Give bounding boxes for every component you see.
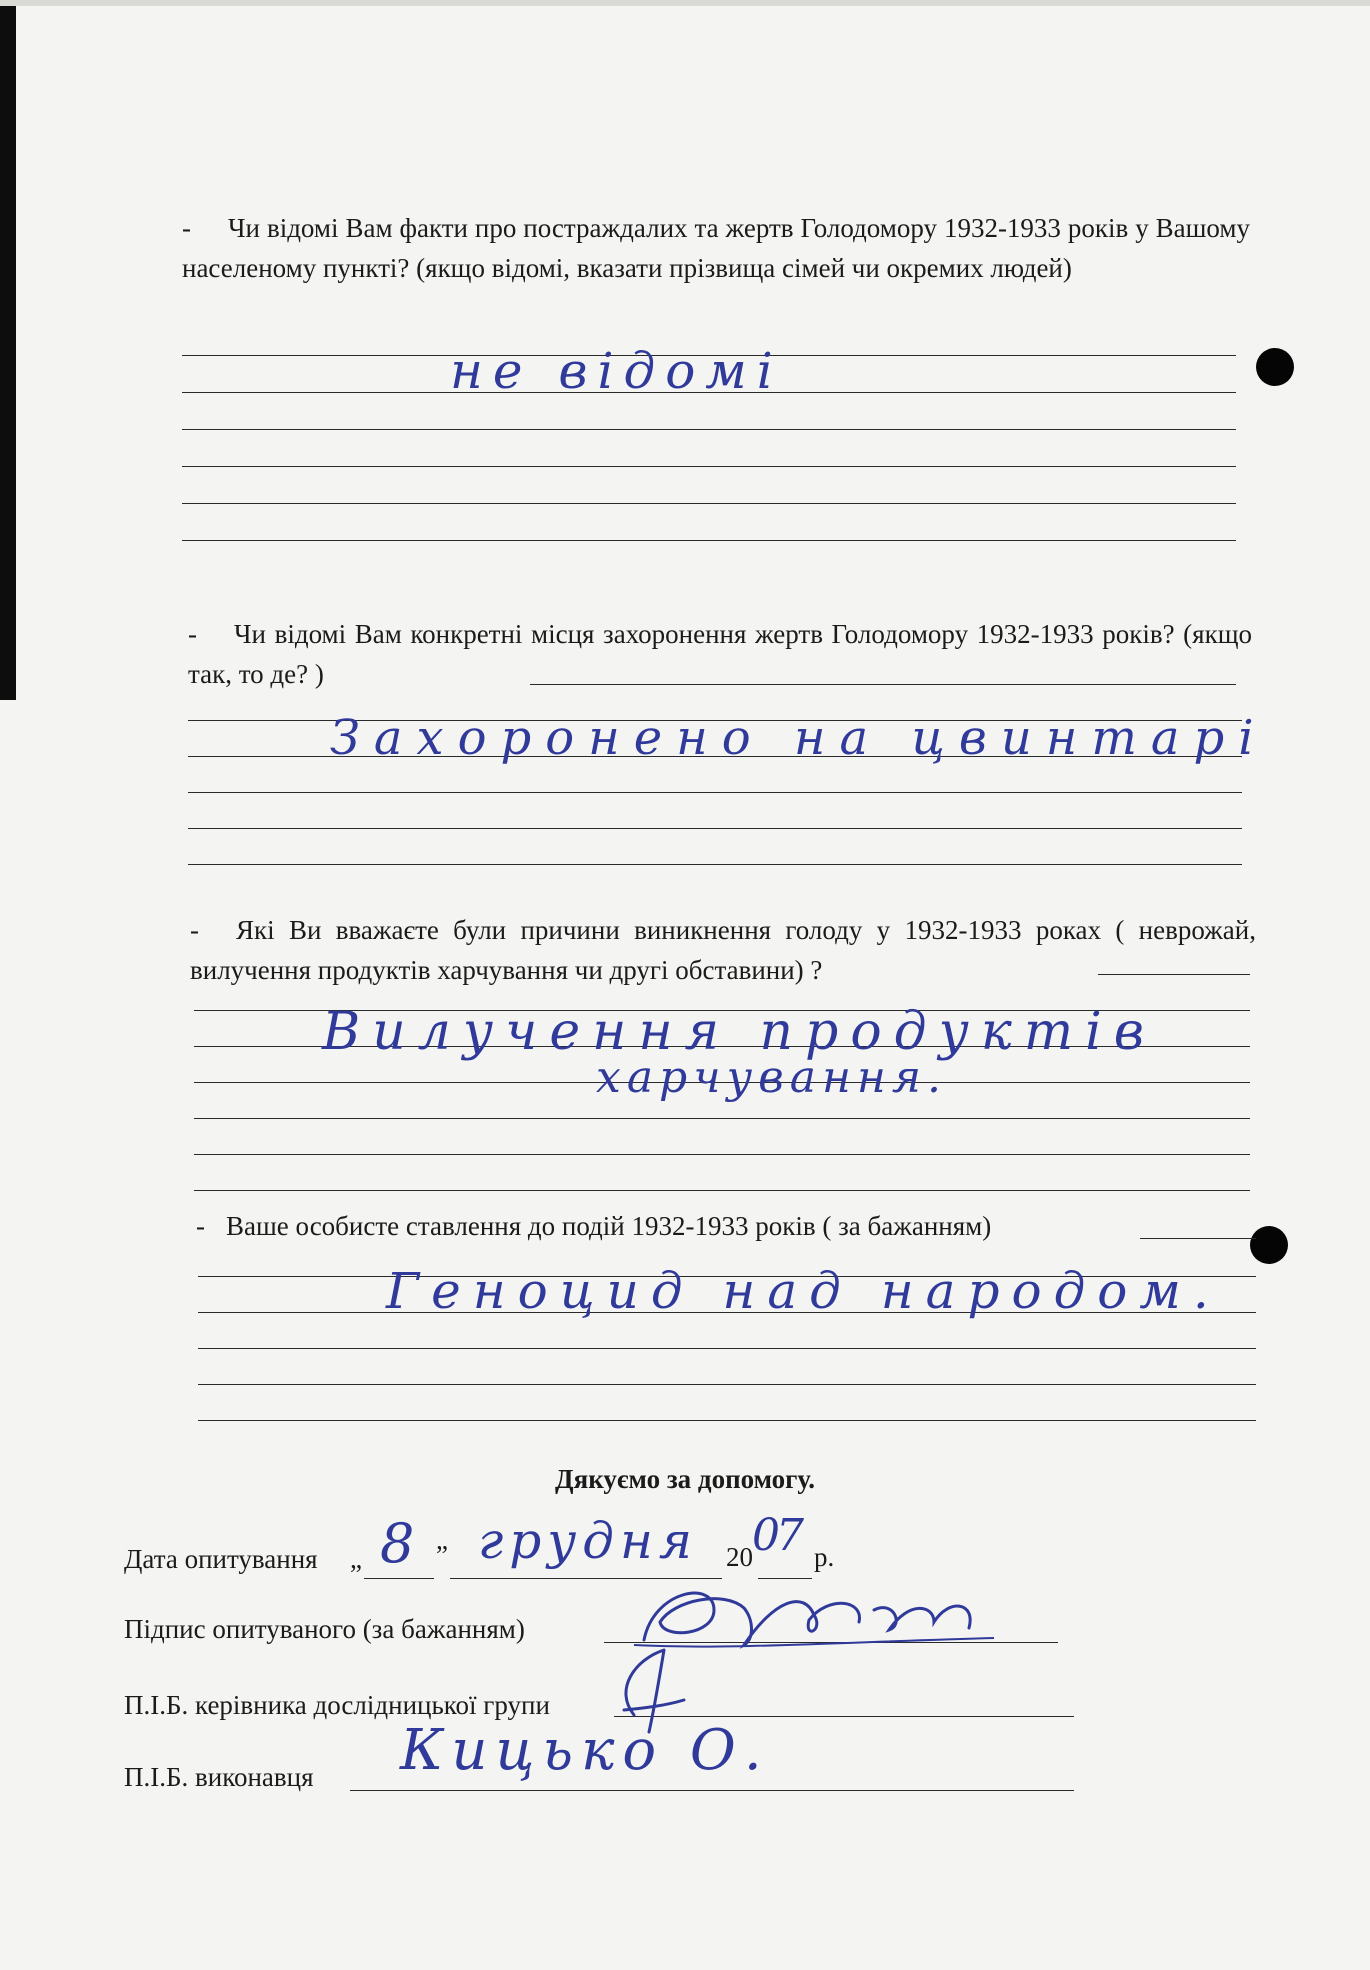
answer-line <box>182 429 1236 430</box>
question-2-label: Чи відомі Вам конкретні місця захоронення жертв Голодомору 1932-1933 років? (якщо так, то де? ) <box>188 619 1252 689</box>
answer-line <box>194 1190 1250 1191</box>
question-1-answer: не відомі <box>450 342 783 400</box>
executor-value: Кицько О. <box>400 1718 770 1783</box>
date-day-line <box>364 1578 434 1579</box>
question-2-bullet: - <box>188 619 197 649</box>
question-4-answer: Геноцид над народом. <box>386 1262 1221 1320</box>
date-unit: р. <box>814 1542 835 1572</box>
date-year-prefix: 20 <box>726 1542 753 1572</box>
answer-line <box>188 864 1242 865</box>
question-1-bullet: - <box>182 213 191 243</box>
question-1-label: Чи відомі Вам факти про постраждалих та жертв Голодомору 1932-1933 років у Вашому населеному пункті? (якщо відомі, вказати прізвища сімей чи окремих людей) <box>182 213 1250 283</box>
question-3-answer-line-1: Вилучення продуктів <box>322 1002 1157 1062</box>
answer-line <box>182 540 1236 541</box>
question-4-bullet: - <box>196 1211 205 1241</box>
answer-line <box>194 1154 1250 1155</box>
scan-dark-edge <box>0 0 16 700</box>
date-open-quote: „ <box>350 1544 362 1574</box>
question-3-label: Які Ви вважаєте були причини виникнення голоду у 1932-1933 роках ( неврожай, вилучення продуктів харчування чи другі обставини) ? <box>190 915 1256 985</box>
question-4-text <box>196 1206 1266 1246</box>
answer-line <box>530 684 1236 685</box>
question-3-bullet: - <box>190 915 199 945</box>
date-month-value: грудня <box>478 1512 699 1570</box>
date-day-value: 8 <box>380 1512 415 1575</box>
question-4-label: Ваше особисте ставлення до подій 1932-1933 років ( за бажанням) <box>226 1211 992 1241</box>
answer-line <box>1098 974 1250 975</box>
signature-label: Підпис опитуваного (за бажанням) <box>124 1614 525 1644</box>
date-year-value: 07 <box>752 1510 800 1561</box>
question-3-answer-line-2: харчування. <box>596 1052 948 1103</box>
answer-line <box>198 1384 1256 1385</box>
question-2-text <box>188 614 1252 694</box>
question-2-answer: Захоронено на цвинтарі <box>330 710 1268 766</box>
answer-line <box>198 1348 1256 1349</box>
question-1-text <box>182 208 1250 288</box>
date-close-quote: ” <box>436 1540 448 1570</box>
answer-line <box>188 828 1242 829</box>
executor-label: П.І.Б. виконавця <box>124 1762 314 1792</box>
date-label: Дата опитування <box>124 1544 318 1574</box>
leader-label: П.І.Б. керівника дослідницької групи <box>124 1690 550 1720</box>
answer-line <box>1140 1238 1256 1239</box>
executor-line <box>350 1790 1074 1791</box>
answer-line <box>194 1118 1250 1119</box>
question-3-text <box>190 910 1256 990</box>
answer-line <box>182 466 1236 467</box>
scan-top-edge <box>0 0 1370 6</box>
answer-line <box>188 792 1242 793</box>
punch-hole-top <box>1256 348 1294 386</box>
answer-line <box>182 503 1236 504</box>
thanks-message: Дякуємо за допомогу. <box>555 1464 815 1494</box>
answer-line <box>198 1420 1256 1421</box>
